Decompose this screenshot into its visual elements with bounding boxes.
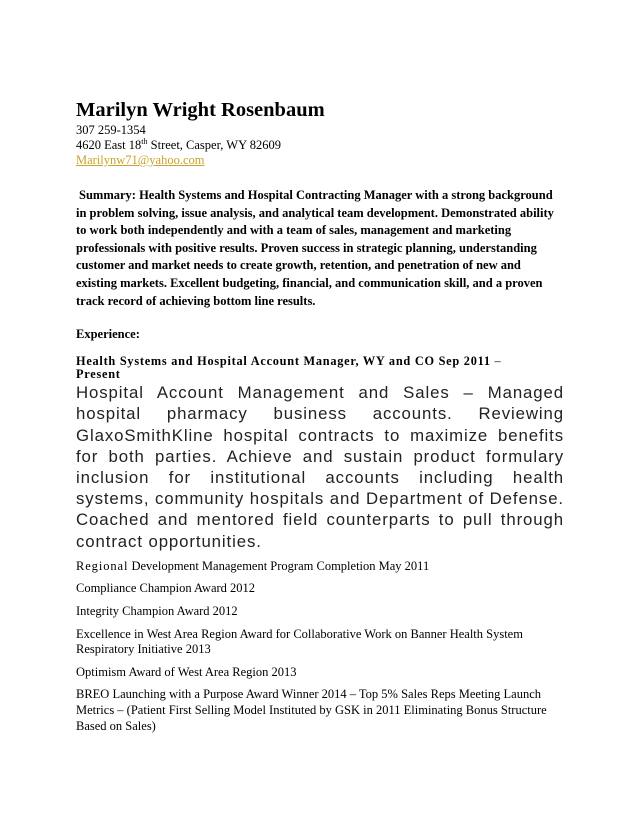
job-title-present: Present bbox=[76, 367, 121, 382]
experience-heading: Experience: bbox=[76, 327, 140, 342]
summary-paragraph: Summary: Health Systems and Hospital Contracting Manager with a strong background in problem solving, issue analysis, and analytical team development. Demonstrated ability to work both independently and with a team of sales, management and marketing professionals with positive results. Proven success in strategic planning, understanding customer and market needs to create growth, retention, and penetration of new and existing markets. Excellent budgeting, financial, and communication skill, and a proven track record of achieving bottom line results. bbox=[76, 188, 554, 308]
award-item: Optimism Award of West Area Region 2013 bbox=[76, 664, 297, 679]
program-completion-item bbox=[76, 559, 564, 575]
job-title-dash: – bbox=[490, 354, 502, 369]
phone-number: 307 259-1354 bbox=[76, 123, 146, 137]
address-start: 4620 East 18 bbox=[76, 138, 142, 152]
award-item: Compliance Champion Award 2012 bbox=[76, 581, 256, 596]
candidate-name: Marilyn Wright Rosenbaum bbox=[76, 99, 325, 121]
award-item: BREO Launching with a Purpose Award Winner 2014 – Top 5% Sales Reps Meeting Launch Metrics – (Patient First Selling Model Instituted by GSK in 2011 Eliminating Bonus Structure Based on Sales) bbox=[76, 687, 547, 733]
job-title bbox=[76, 355, 564, 381]
email-link[interactable]: Marilynw71@yahoo.com bbox=[76, 153, 205, 167]
program-rest: Development Management Program Completion May 2011 bbox=[128, 558, 430, 573]
address-ordinal: th bbox=[141, 136, 148, 146]
job-title-main: Health Systems and Hospital Account Manager, WY and CO Sep 2011 bbox=[76, 354, 491, 369]
award-item: Excellence in West Area Region Award for Collaborative Work on Banner Health System Respiratory Initiative 2013 bbox=[76, 626, 523, 657]
street-address bbox=[76, 138, 564, 153]
job-description: Hospital Account Management and Sales – Managed hospital pharmacy business accounts. Reviewing GlaxoSmithKline hospital contracts to maximize benefits for both parties. Achieve and sustain product formulary inclusion for institutional accounts including health systems, community hospitals and Department of Defense. Coached and mentored field counterparts to pull through contract opportunities. bbox=[76, 383, 564, 551]
award-item: Integrity Champion Award 2012 bbox=[76, 603, 238, 618]
address-end: Street, Casper, WY 82609 bbox=[147, 138, 282, 152]
program-word-regional: Regional bbox=[76, 558, 129, 573]
resume-content bbox=[76, 98, 564, 734]
